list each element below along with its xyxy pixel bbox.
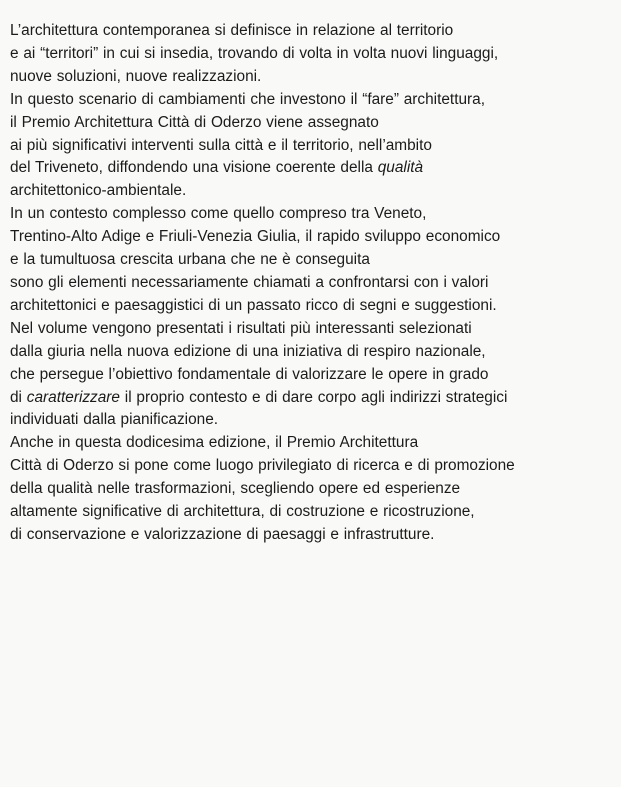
text-line: Città di Oderzo si pone come luogo privilegiato di ricerca e di promozione [10, 457, 515, 475]
text-line: il Premio Architettura Città di Oderzo viene assegnato [10, 113, 379, 131]
text-line: Nel volume vengono presentati i risultati più interessanti selezionati [10, 319, 472, 337]
text-line: Anche in questa dodicesima edizione, il Premio Architettura [10, 434, 419, 452]
text-line [10, 387, 615, 410]
text-line: della qualità nelle trasformazioni, scegliendo opere ed esperienze [10, 480, 461, 498]
text-line [10, 157, 615, 180]
text-line: ai più significativi interventi sulla città e il territorio, nell’ambito [10, 136, 432, 154]
text-run: il proprio contesto e di dare corpo agli indirizzi strategici [120, 388, 508, 406]
text-line: dalla giuria nella nuova edizione di una iniziativa di respiro nazionale, [10, 342, 486, 360]
text-line: In un contesto complesso come quello compreso tra Veneto, [10, 205, 427, 223]
emphasis-text: qualità [377, 159, 424, 177]
text-run: di [10, 388, 27, 406]
text-line: sono gli elementi necessariamente chiamati a confrontarsi con i valori [10, 273, 489, 291]
emphasis-text: caratterizzare [26, 388, 120, 406]
text-line: e la tumultuosa crescita urbana che ne è conseguita [10, 251, 370, 269]
text-line: L’architettura contemporanea si definisce in relazione al territorio [10, 22, 454, 39]
text-line: individuati dalla pianificazione. [10, 411, 219, 429]
text-line: architettonico-ambientale. [10, 182, 187, 200]
text-line: e ai “territori” in cui si insedia, trovando di volta in volta nuovi linguaggi, [10, 44, 499, 62]
text-line: In questo scenario di cambiamenti che investono il “fare” architettura, [10, 90, 486, 108]
body-text [10, 20, 615, 547]
text-line: Trentino-Alto Adige e Friuli-Venezia Giulia, il rapido sviluppo economico [10, 228, 501, 246]
text-line: di conservazione e valorizzazione di paesaggi e infrastrutture. [10, 525, 435, 543]
text-line: che persegue l’obiettivo fondamentale di valorizzare le opere in grado [10, 365, 489, 383]
text-line: altamente significative di architettura, di costruzione e ricostruzione, [10, 503, 475, 521]
text-line: nuove soluzioni, nuove realizzazioni. [10, 67, 262, 85]
text-run: del Triveneto, diffondendo una visione coerente della [10, 159, 378, 177]
text-line: architettonici e paesaggistici di un passato ricco di segni e suggestioni. [10, 296, 497, 314]
